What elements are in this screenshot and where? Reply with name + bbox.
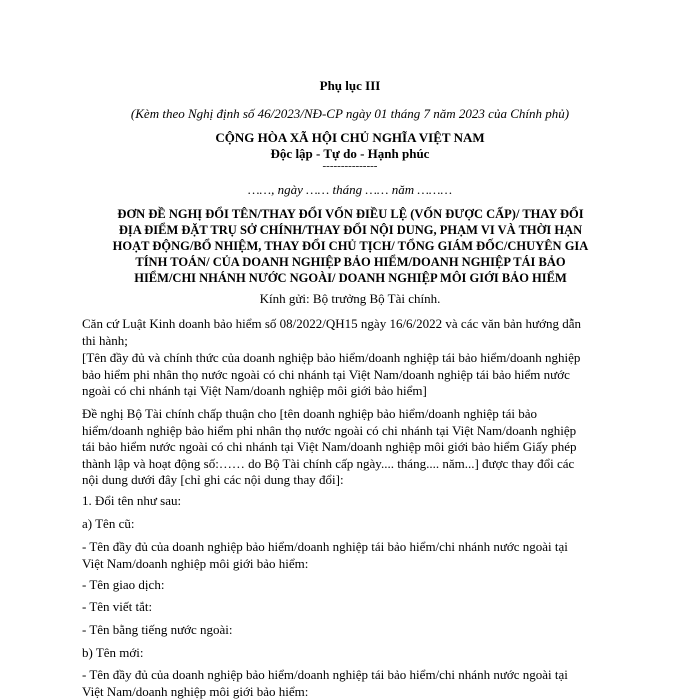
title-line: TÍNH TOÁN/ CỦA DOANH NGHIỆP BẢO HIỂM/DOANH NGHIỆP TÁI BẢO xyxy=(135,255,566,269)
paragraph-line: Đề nghị Bộ Tài chính chấp thuận cho [tên doanh nghiệp bảo hiểm/doanh nghiệp tái bảo xyxy=(82,406,538,421)
title-line: ĐƠN ĐỀ NGHỊ ĐỔI TÊN/THAY ĐỔI VỐN ĐIỀU LỆ (VỐN ĐƯỢC CẤP)/ THAY ĐỔI xyxy=(117,207,584,221)
nation-name: CỘNG HÒA XÃ HỘI CHỦ NGHĨA VIỆT NAM xyxy=(215,130,485,145)
paragraph-line: Việt Nam/doanh nghiệp môi giới bảo hiểm: xyxy=(82,555,309,571)
paragraph-line: thành lập và hoạt động số:…… do Bộ Tài chính cấp ngày.... tháng.... năm...] được thay đổi các xyxy=(82,455,575,471)
short-name-line: - Tên viết tắt: xyxy=(82,599,153,614)
new-full-name-paragraph xyxy=(82,667,630,700)
date-line: ……, ngày …… tháng …… năm ……… xyxy=(247,182,453,197)
paragraph-line: Căn cứ Luật Kinh doanh bảo hiểm số 08/2022/QH15 ngày 16/6/2022 và các văn bản hướng dẫn xyxy=(82,316,581,331)
title-line: HIỂM/CHI NHÁNH NƯỚC NGOÀI/ DOANH NGHIỆP MÔI GIỚI BẢO HIỂM xyxy=(134,271,567,285)
request-paragraph xyxy=(82,406,630,489)
paragraph-line: - Tên đầy đủ của doanh nghiệp bảo hiểm/doanh nghiệp tái bảo hiểm/chi nhánh nước ngoài tại xyxy=(82,539,568,554)
paragraph-line: bảo hiểm phi nhân thọ nước ngoài có chi nhánh tại Việt Nam/doanh nghiệp tái bảo hiểm nước xyxy=(82,366,570,382)
section-1-heading: 1. Đổi tên như sau: xyxy=(82,493,182,508)
paragraph-line: nội dung dưới đây [chỉ ghi các nội dung thay đổi]: xyxy=(82,472,344,488)
title-line: ĐỊA ĐIỂM ĐẶT TRỤ SỞ CHÍNH/THAY ĐỔI NỘI DUNG, PHẠM VI VÀ THỜI HẠN xyxy=(118,223,583,237)
appendix-heading: Phụ lục III xyxy=(319,78,381,93)
paragraph-line: ngoài có chi nhánh tại Việt Nam/doanh nghiệp môi giới bảo hiểm] xyxy=(82,383,427,399)
paragraph-line: Việt Nam/doanh nghiệp môi giới bảo hiểm: xyxy=(82,683,309,699)
title-line: HOẠT ĐỘNG/BỔ NHIỆM, THAY ĐỔI CHỦ TỊCH/ TỔNG GIÁM ĐỐC/CHUYÊN GIA xyxy=(112,239,589,253)
attachment-note: (Kèm theo Nghị định số 46/2023/NĐ-CP ngày 01 tháng 7 năm 2023 của Chính phủ) xyxy=(130,106,570,121)
legal-basis-paragraph xyxy=(82,316,630,349)
new-name-label: b) Tên mới: xyxy=(82,645,144,660)
recipient-line: Kính gửi: Bộ trưởng Bộ Tài chính. xyxy=(259,291,441,306)
motto: Độc lập - Tự do - Hạnh phúc xyxy=(270,146,430,161)
paragraph-line: [Tên đầy đủ và chính thức của doanh nghiệp bảo hiểm/doanh nghiệp tái bảo hiểm/doanh nghiệp xyxy=(82,350,581,365)
foreign-name-line: - Tên bằng tiếng nước ngoài: xyxy=(82,622,233,637)
document-title xyxy=(78,206,623,286)
old-full-name-paragraph xyxy=(82,539,630,572)
paragraph-line: thi hành; xyxy=(82,332,128,348)
trade-name-line: - Tên giao dịch: xyxy=(82,577,165,592)
old-name-label: a) Tên cũ: xyxy=(82,516,135,531)
paragraph-line: - Tên đầy đủ của doanh nghiệp bảo hiểm/doanh nghiệp tái bảo hiểm/chi nhánh nước ngoài tại xyxy=(82,667,568,682)
entity-name-paragraph xyxy=(82,350,630,400)
separator-line: --------------- xyxy=(322,160,378,172)
paragraph-line: hiểm/doanh nghiệp bảo hiểm phi nhân thọ nước ngoài có chi nhánh tại Việt Nam/doanh nghiệp xyxy=(82,422,577,438)
paragraph-line: tái bảo hiểm nước ngoài có chi nhánh tại Việt Nam/doanh nghiệp môi giới bảo hiểm Giấy phép xyxy=(82,439,577,455)
